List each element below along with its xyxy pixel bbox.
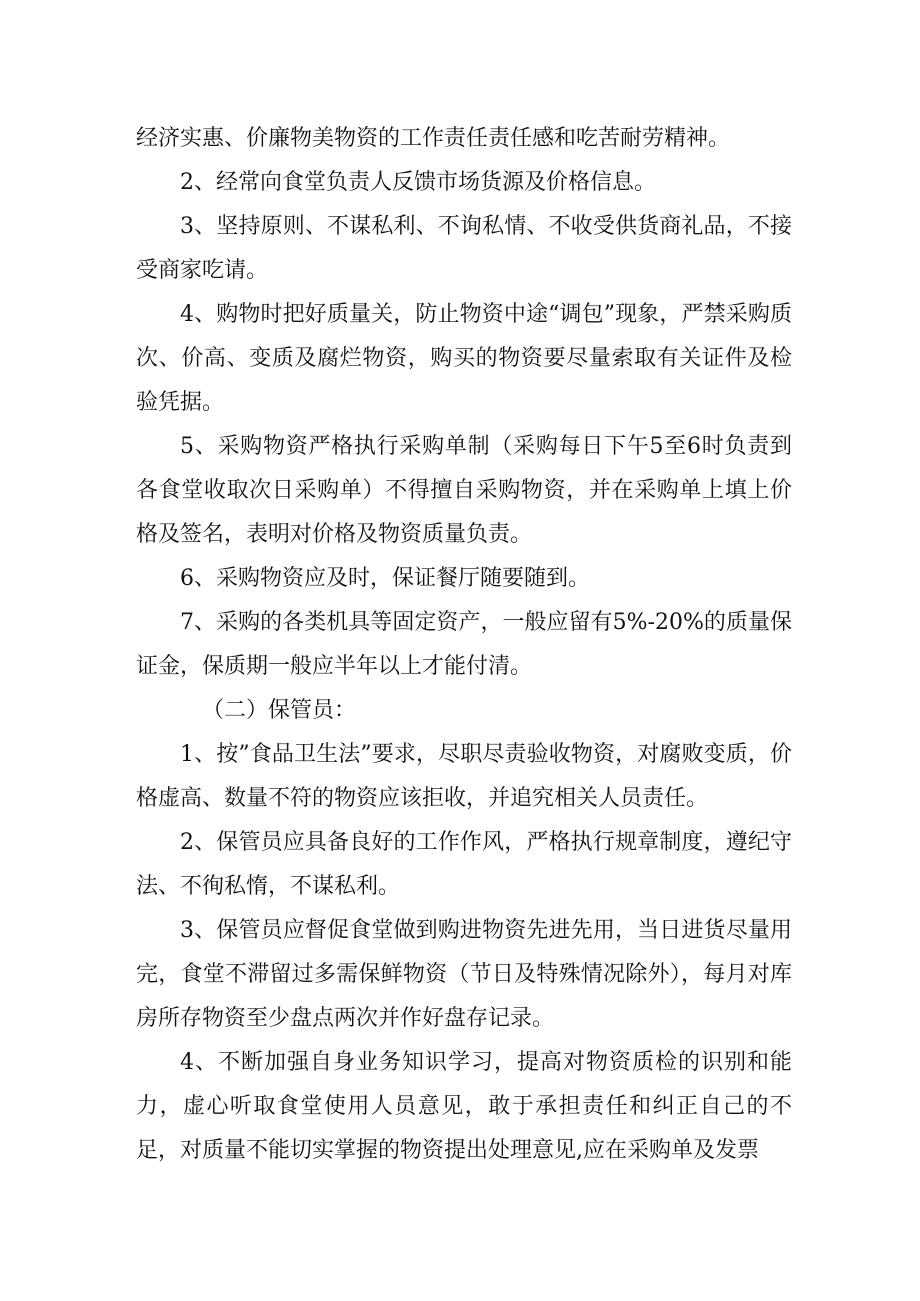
paragraph-item-3: 3、坚持原则、不谋私利、不询私情、不收受供货商礼品，不接受商家吃请。: [136, 214, 792, 283]
paragraph-item-6: 6、采购物资应及时，保证餐厅随要随到。: [180, 566, 590, 591]
paragraph-keeper-4: 4、不断加强自身业务知识学习，提高对物资质检的识别和能力，虚心听取食堂使用人员意见，敢于承担责任和纠正自己的不足，对质量不能切实掌握的物资提出处理意见,应在采购单及发票: [136, 1050, 792, 1163]
section-heading-keeper: （二）保管员：: [202, 698, 357, 723]
paragraph-keeper-3: 3、保管员应督促食堂做到购进物资先进先用，当日进货尽量用完，食堂不滞留过多需保鲜物资（节日及特殊情况除外），每月对库房所存物资至少盘点两次并作好盘存记录。: [136, 918, 792, 1031]
paragraph-item-2: 2、经常向食堂负责人反馈市场货源及价格信息。: [180, 170, 656, 195]
paragraph-item-5: 5、采购物资严格执行采购单制（采购每日下午5至6时负责到各食堂收取次日采购单）不得擅自采购物资，并在采购单上填上价格及签名，表明对价格及物资质量负责。: [136, 434, 792, 547]
paragraph-keeper-2: 2、保管员应具备良好的工作作风，严格执行规章制度，遵纪守法、不徇私惰，不谋私利。: [136, 830, 792, 899]
paragraph-keeper-1: 1、按”食品卫生法”要求，尽职尽责验收物资，对腐败变质，价格虚高、数量不符的物资应该拒收，并追究相关人员责任。: [136, 742, 792, 811]
document-body: [136, 117, 792, 1173]
paragraph-item-7: 7、采购的各类机具等固定资产，一般应留有5%-20%的质量保证金，保质期一般应半年以上才能付清。: [136, 610, 792, 679]
paragraph-continuation: 经济实惠、价廉物美物资的工作责任责任感和吃苦耐劳精神。: [136, 126, 731, 151]
paragraph-item-4: 4、购物时把好质量关，防止物资中途“调包”现象，严禁采购质次、价高、变质及腐烂物资，购买的物资要尽量索取有关证件及检验凭据。: [136, 302, 792, 415]
